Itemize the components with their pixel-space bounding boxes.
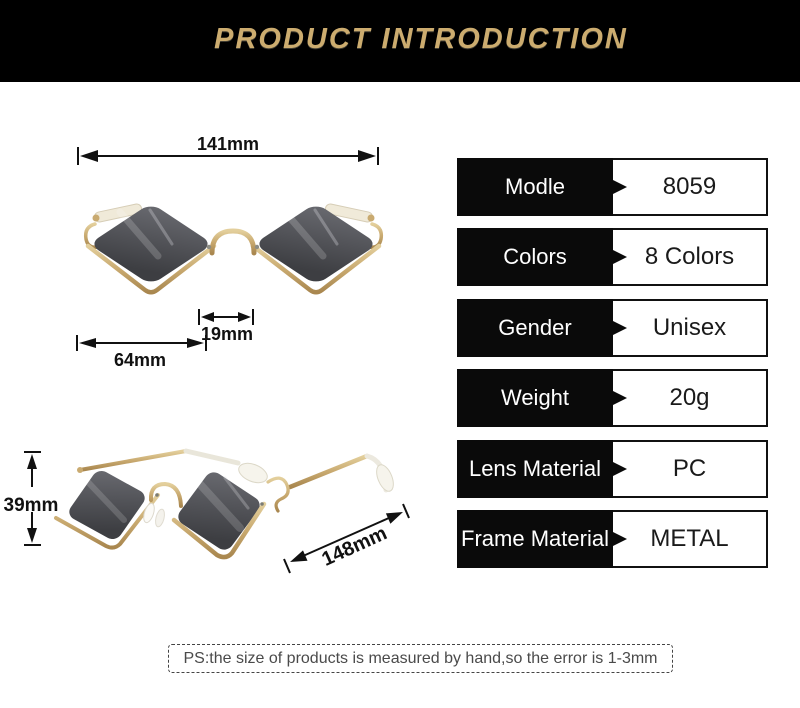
spec-row-lens-material — [457, 440, 768, 498]
rivet — [260, 502, 264, 506]
spec-value: 8059 — [613, 158, 768, 216]
bridge — [212, 231, 254, 253]
left-hinge-knob — [93, 215, 100, 222]
spec-label: Colors — [457, 228, 613, 286]
right-rivet — [255, 245, 259, 249]
arrow-right-icon — [613, 321, 627, 335]
right-temple-bar — [290, 456, 367, 487]
side-view-figure — [4, 451, 409, 573]
spec-label: Weight — [457, 369, 613, 427]
spec-value: Unisex — [613, 299, 768, 357]
left-rivet — [207, 245, 211, 249]
spec-row-weight — [457, 369, 768, 427]
nose-pad — [142, 502, 157, 524]
front-view-figure — [77, 134, 381, 370]
left-temple-clear — [186, 451, 238, 463]
left-temple-end-tip — [236, 459, 270, 486]
dimension-bridge-width — [199, 309, 253, 344]
arrow-right-icon — [613, 180, 627, 194]
dimension-label: 19mm — [200, 324, 254, 344]
dimension-label: 148mm — [318, 522, 391, 571]
right-lens — [175, 469, 264, 553]
dimension-label: 64mm — [113, 350, 167, 370]
right-hinge-knob — [368, 215, 375, 222]
measurement-note: PS:the size of products is measured by hand,so the error is 1-3mm — [168, 644, 673, 673]
page-title: PRODUCT INTRODUCTION — [214, 23, 628, 55]
right-hinge-curl — [268, 478, 288, 511]
spec-label: Lens Material — [457, 440, 613, 498]
arrow-right-icon — [613, 532, 627, 546]
spec-value: PC — [613, 440, 768, 498]
arrow-right-icon — [613, 462, 627, 476]
spec-row-colors — [457, 228, 768, 286]
spec-value: METAL — [613, 510, 768, 568]
rivet — [155, 493, 159, 497]
spec-table — [457, 158, 768, 568]
dimension-temple-length — [284, 504, 409, 573]
nose-pad — [154, 508, 166, 527]
spec-value: 20g — [613, 369, 768, 427]
arrow-right-icon — [613, 250, 627, 264]
arrow-right-icon — [613, 391, 627, 405]
dimension-lens-height — [4, 452, 59, 545]
dimension-label: 39mm — [3, 495, 59, 516]
spec-label: Modle — [457, 158, 613, 216]
spec-row-gender — [457, 299, 768, 357]
dimension-label: 141mm — [196, 134, 260, 154]
spec-row-model — [457, 158, 768, 216]
right-temple-end-tip — [373, 462, 396, 493]
left-temple-bar — [80, 451, 186, 470]
left-hinge-knob — [77, 467, 83, 473]
spec-value: 8 Colors — [613, 228, 768, 286]
spec-label: Gender — [457, 299, 613, 357]
spec-row-frame-material — [457, 510, 768, 568]
dimension-lens-width — [77, 335, 206, 370]
spec-label: Frame Material — [457, 510, 613, 568]
dimension-total-width — [78, 134, 378, 165]
